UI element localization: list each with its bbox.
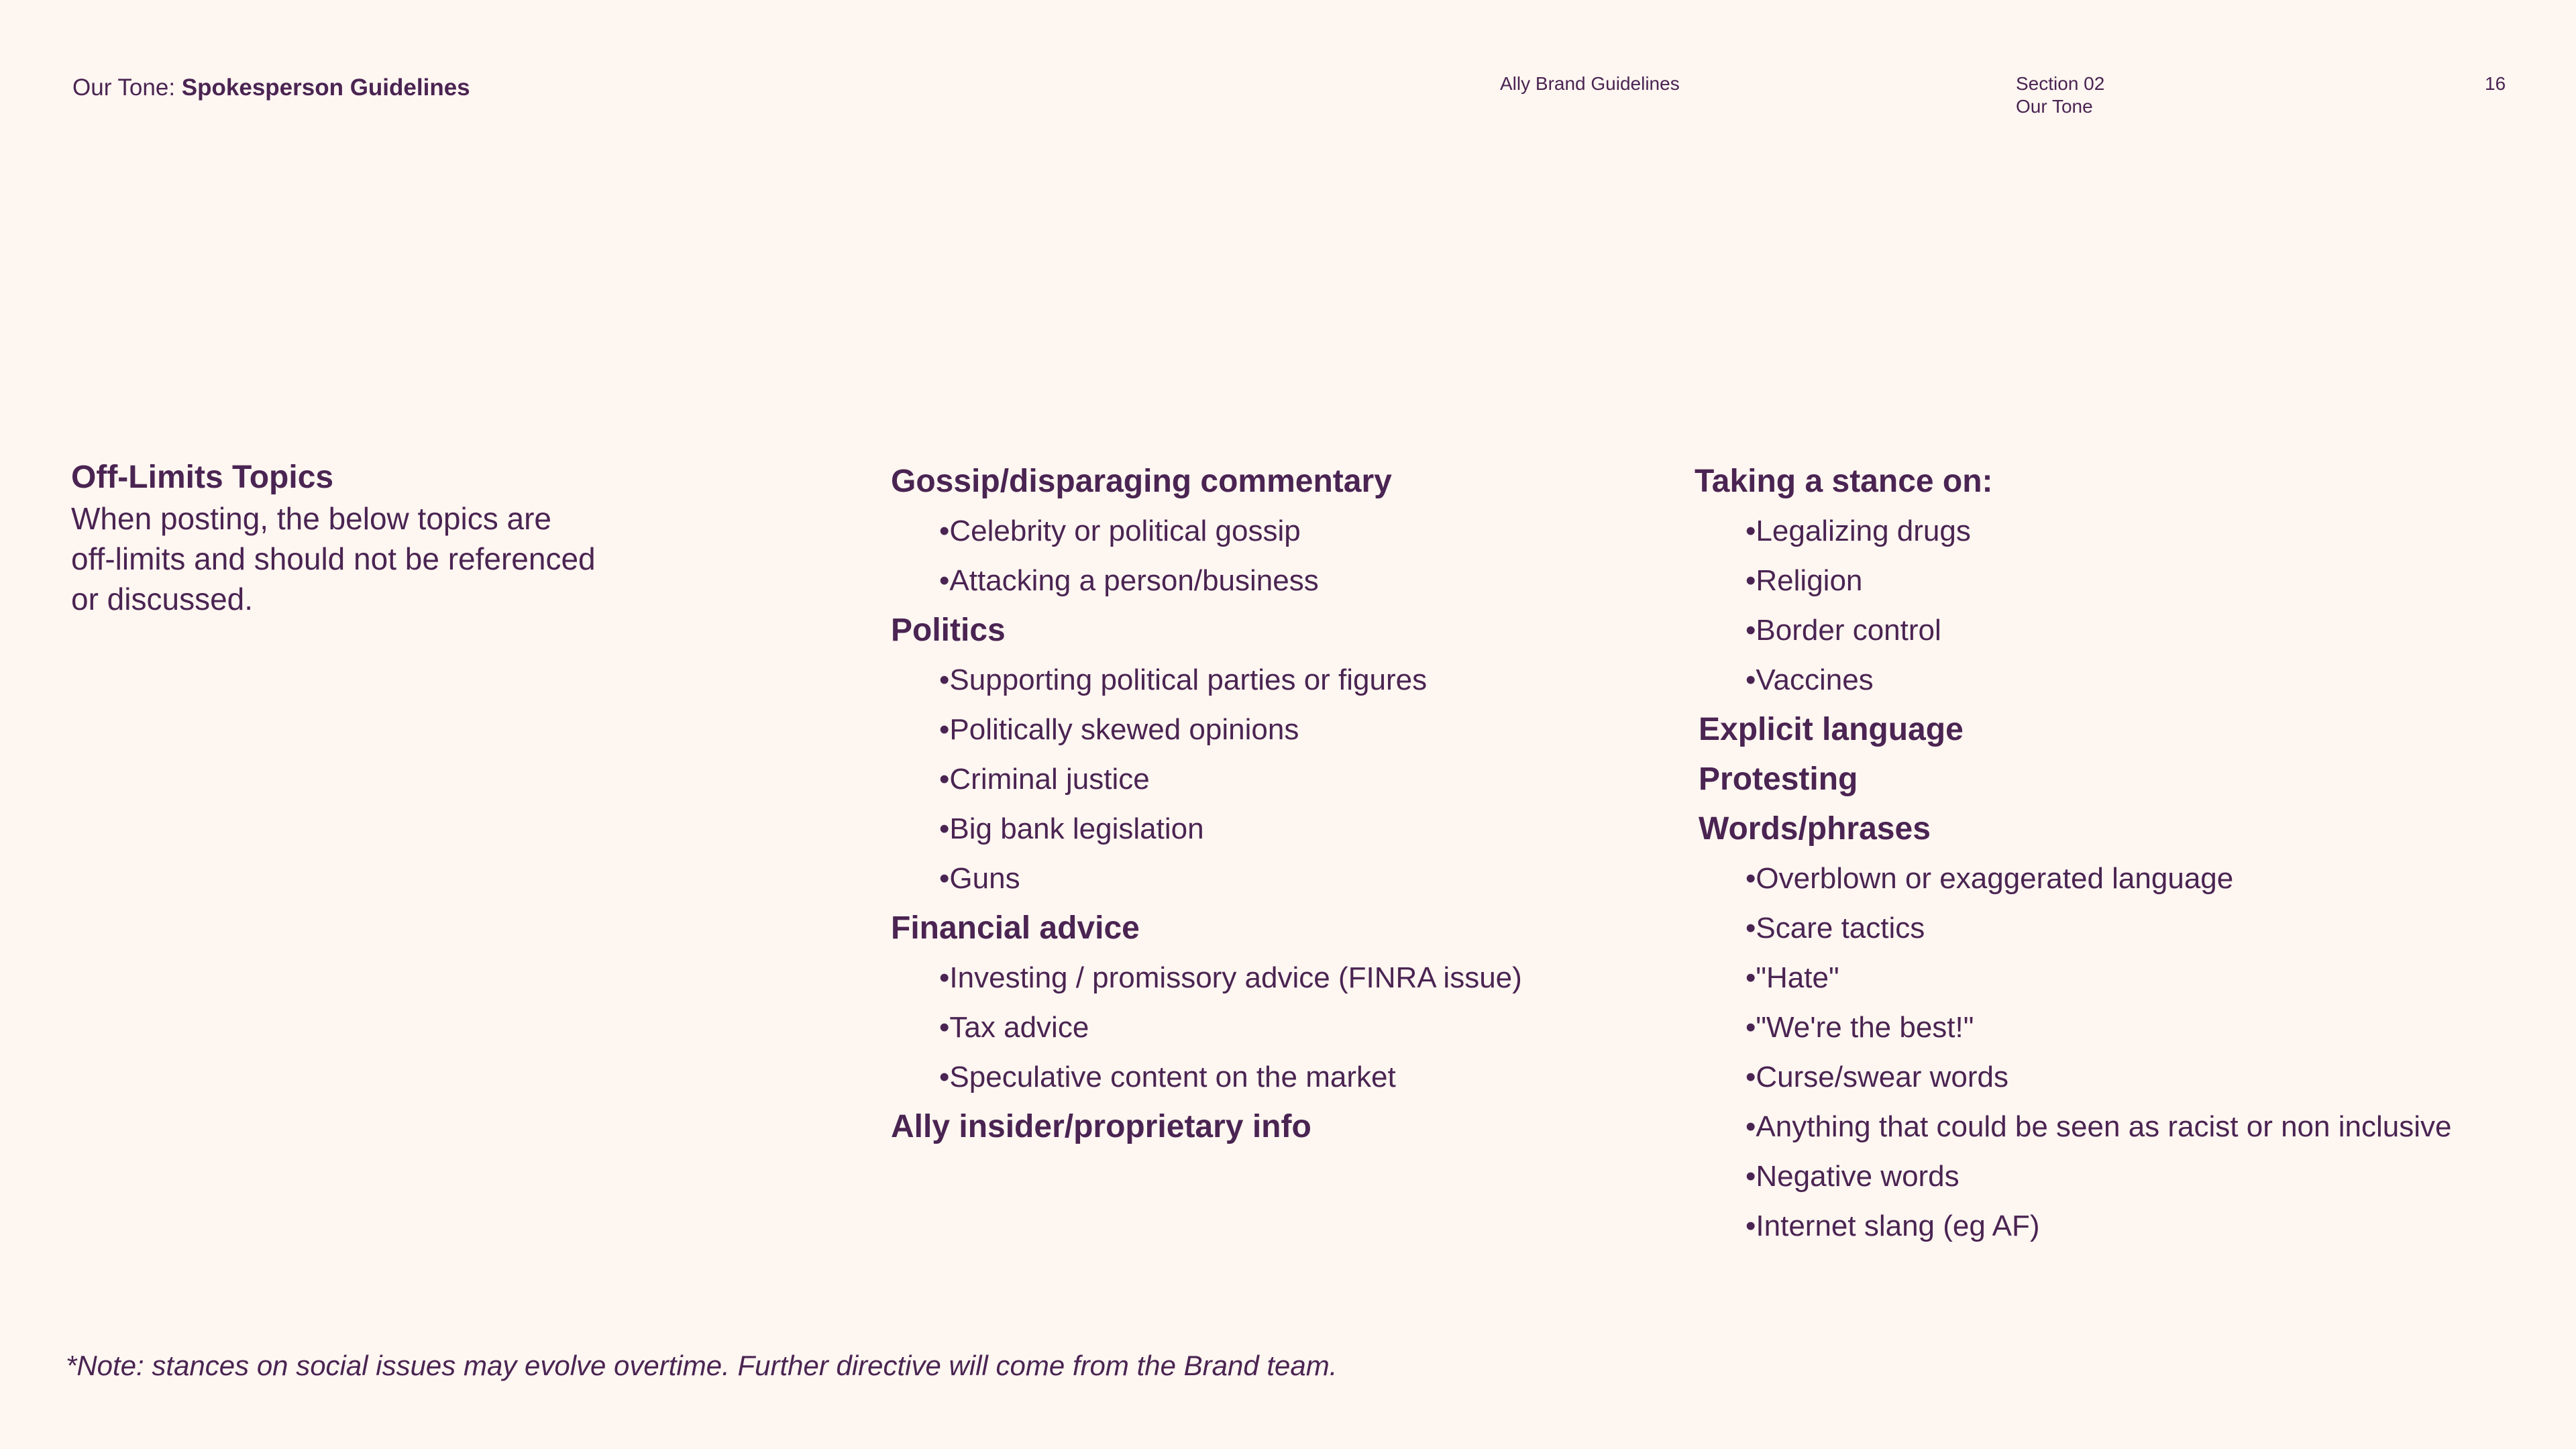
- list-item: •Investing / promissory advice (FINRA issue): [939, 961, 1522, 994]
- list-item: •"We're the best!": [1746, 1011, 1974, 1044]
- list-item: •Celebrity or political gossip: [939, 515, 1301, 547]
- topics-column-middle: [891, 457, 1642, 1152]
- list-item: •Attacking a person/business: [939, 564, 1319, 597]
- list-item: •Curse/swear words: [1746, 1061, 2008, 1093]
- list-item: •Guns: [939, 862, 1020, 895]
- group-title: Explicit language: [1699, 712, 1964, 747]
- group-title: Protesting: [1699, 761, 1858, 797]
- group-title: Ally insider/proprietary info: [891, 1109, 1311, 1144]
- header-title-prefix: Our Tone:: [72, 74, 182, 101]
- list-item: •Negative words: [1746, 1160, 1960, 1193]
- list-item: •Supporting political parties or figures: [939, 663, 1428, 696]
- group-title: Taking a stance on:: [1695, 464, 1993, 499]
- page-number: 16: [2485, 73, 2506, 94]
- footnote: *Note: stances on social issues may evolve overtime. Further directive will come from the Brand team.: [66, 1350, 1338, 1381]
- list-item: •Politically skewed opinions: [939, 713, 1299, 746]
- intro-title: Off-Limits Topics: [71, 460, 334, 495]
- list-item: •Border control: [1746, 614, 1941, 647]
- group-title: Words/phrases: [1699, 811, 1931, 847]
- header-section: [2016, 72, 2104, 118]
- header-brand: Ally Brand Guidelines: [1500, 73, 1680, 94]
- group-title: Financial advice: [891, 910, 1140, 946]
- topics-column-right: [1695, 457, 2560, 1251]
- page-header-title: [72, 72, 470, 103]
- group-title: Politics: [891, 612, 1006, 648]
- list-item: •Scare tactics: [1746, 912, 1925, 945]
- intro-body: When posting, the below topics are off-limits and should not be referenced or discussed.: [71, 501, 596, 616]
- list-item: •Anything that could be seen as racist or non inclusive: [1746, 1110, 2452, 1143]
- list-item: •Vaccines: [1746, 663, 1874, 696]
- intro-block: [71, 457, 715, 619]
- header-section-number: Section 02: [2016, 73, 2105, 94]
- list-item: •Criminal justice: [939, 763, 1150, 796]
- list-item: •Religion: [1746, 564, 1863, 597]
- group-title: Gossip/disparaging commentary: [891, 464, 1392, 499]
- list-item: •Overblown or exaggerated language: [1746, 862, 2234, 895]
- list-item: •Speculative content on the market: [939, 1061, 1396, 1093]
- list-item: •Legalizing drugs: [1746, 515, 1971, 547]
- list-item: •Internet slang (eg AF): [1746, 1210, 2040, 1242]
- list-item: •"Hate": [1746, 961, 1839, 994]
- list-item: •Tax advice: [939, 1011, 1089, 1044]
- header-section-name: Our Tone: [2016, 96, 2093, 117]
- header-title-bold: Spokesperson Guidelines: [181, 74, 470, 101]
- list-item: •Big bank legislation: [939, 812, 1204, 845]
